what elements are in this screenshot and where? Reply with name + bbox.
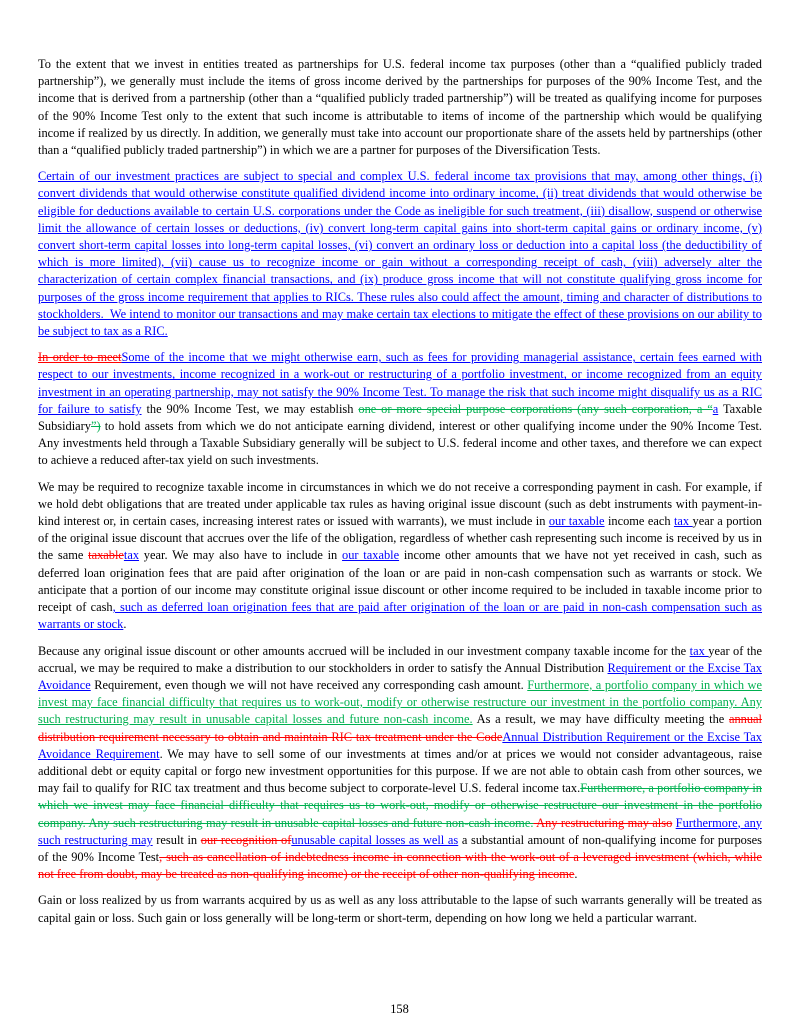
text-run-moved-deletion: Furthermore, a portfolio company in which we invest may face financial difficulty that requires us to work-out, modify or otherwise restructure our investment in the portfolio company. Any such restructuring may result in unusable capital losses and future non-cash income. xyxy=(38,781,762,830)
paragraph-investment-practices xyxy=(38,168,762,340)
text-run-moved-deletion: one or more special purpose corporations (any such corporation, a “ xyxy=(358,401,713,416)
text-run-normal: To the extent that we invest in entities treated as partnerships for U.S. federal income tax purposes (other than a “qualified publicly traded partnership”), we generally must include the items of gross income derived by the partnerships for purposes of the 90% Income Test, and the income that is derived from a partnership (other than a “qualified publicly traded partnership”) will be treated as qualifying income for purposes of the 90% Income Test only to the extent that such income is attributable to items of income of the partnership which would be qualifying income if realized by us directly. In addition, we generally must take into account our proportionate share of the assets held by partnerships (other than a “qualified publicly traded partnership”) in which we are a partner for purposes of the Diversification Tests. xyxy=(38,57,762,158)
text-run-insertion: , such as deferred loan origination fees that are paid after origination of the loan or are paid in non-cash compensation such as warrants or stock xyxy=(38,600,762,632)
paragraph-distribution-requirement xyxy=(38,643,762,884)
text-run-normal: . xyxy=(123,617,127,632)
text-run-moved-insertion: Furthermore, a portfolio company in which we invest may face financial difficulty that requires us to work-out, modify or otherwise restructure our investment in the portfolio company. Any such restructuring may result in unusable capital losses and future non-cash income. xyxy=(38,677,763,727)
text-run-normal: year a portion of the original issue discount that accrues over the life of the obligation, regardless of whether cash representing such income is received by us in the same xyxy=(38,514,762,563)
text-run-insertion: our taxable xyxy=(342,548,400,563)
text-run-deletion: Any restructuring may also xyxy=(533,815,673,830)
text-run-normal: We may be required to recognize taxable income in circumstances in which we do not receive a corresponding payment in cash. For example, if we hold debt obligations that are treated under applicable tax rules as having original issue discount (such as debt instruments with payment-in-kind interest or, in certain cases, increasing interest rates or issued with warrants), we must include in xyxy=(38,479,762,529)
text-run-insertion: a xyxy=(712,401,719,416)
text-run-moved-deletion: ”) xyxy=(91,419,101,434)
text-run-normal: income other amounts that we have not yet received in cash, such as deferred loan origination fees that are paid after origination of the loan or are paid in non-cash compensation such as warrants or stock. We anticipate that a portion of our income may constitute original issue discount or other income required to be included in taxable income prior to receipt of cash xyxy=(38,548,763,615)
text-run-normal: income each xyxy=(604,514,674,529)
text-run-insertion: Certain of our investment practices are subject to special and complex U.S. federal income tax provisions that may, among other things, (i) convert dividends that would otherwise constitute qualified dividend income into ordinary income, (ii) treat dividends that would otherwise be eligible for deductions available to certain U.S. corporations under the Code as ineligible for such treatment, (iii) disallow, suspend or otherwise limit the allowance of certain losses or deductions, (iv) convert long-term capital gains into short-term capital gains or ordinary income, (v) convert short-term capital losses into long-term capital losses, (vi) convert an ordinary loss or deduction into a capital loss (the deductibility of which is more limited), (vii) cause us to recognize income or gain without a corresponding receipt of cash, (viii) adversely alter the characterization of certain complex financial transactions, and (ix) produce gross income that will not constitute qualifying gross income for purposes of the gross income requirement that applies to RICs. These rules also could affect the amount, timing and character of distributions to stockholders. We intend to monitor our transactions and may make certain tax elections to mitigate the effect of these provisions on our ability to be subject to tax as a RIC. xyxy=(38,169,762,339)
text-run-normal: a substantial amount of non-qualifying income for purposes of the 90% Income Test xyxy=(38,832,762,864)
text-run-insertion: tax xyxy=(673,514,693,529)
text-run-insertion: unusable capital losses as well as xyxy=(291,832,459,847)
text-run-normal: the 90% Income Test, we may establish xyxy=(141,401,359,416)
text-run-deletion: taxable xyxy=(88,548,124,563)
text-run-deletion: In order to meet xyxy=(38,350,122,365)
text-run-deletion: annual distribution requirement necessary to obtain and maintain RIC tax treatment under the Code xyxy=(38,712,762,744)
text-run-normal: year of the accrual, we may be required to make a distribution to our stockholders in order to satisfy the Annual Distribution xyxy=(38,643,762,675)
text-run-insertion: Furthermore, any such restructuring may xyxy=(38,815,762,847)
text-run-insertion: Some of the income that we might otherwise earn, such as fees for providing managerial assistance, certain fees earned with respect to our investments, income recognized in a work-out or restructuring of a portfolio investment, or income recognized from an equity investment in an operating partnership, may not satisfy the 90% Income Test. To manage the risk that such income might disqualify us as a RIC for failure to satisfy xyxy=(38,350,762,416)
page-number: 158 xyxy=(390,1001,409,1016)
paragraph-taxable-subsidiary xyxy=(38,349,762,469)
text-run-deletion: our recognition of xyxy=(200,832,292,847)
text-run-insertion: tax xyxy=(689,643,709,658)
document-body xyxy=(38,56,762,927)
text-run-normal: result in xyxy=(152,832,201,847)
page-footer xyxy=(0,1001,799,1018)
text-run-insertion: tax xyxy=(123,548,140,563)
paragraph-oid-income xyxy=(38,479,762,634)
text-run-normal: year. We may also have to include in xyxy=(139,548,343,563)
text-run-normal: Gain or loss realized by us from warrants acquired by us as well as any loss attributable to the lapse of such warrants generally will be treated as capital gain or loss. Such gain or loss generally will be long-term or short-term, depending on how long we held a particular warrant. xyxy=(38,893,762,925)
text-run-normal: Because any original issue discount or other amounts accrued will be included in our investment company taxable income for the xyxy=(38,643,690,658)
text-run-insertion: our taxable xyxy=(548,514,605,529)
text-run-normal: As a result, we may have difficulty meeting the xyxy=(472,712,729,727)
text-run-insertion: Requirement or the Excise Tax Avoidance xyxy=(38,660,762,692)
text-run-normal: Taxable Subsidiary xyxy=(38,401,762,434)
text-run-normal: to hold assets from which we do not anticipate earning dividend, interest or other qualifying income under the 90% Income Test. Any investments held through a Taxable Subsidiary generally will be subject to U.S. federal income and other taxes, and therefore we can expect to achieve a reduced after-tax yield on such investments. xyxy=(38,419,762,468)
text-run-insertion: Annual Distribution Requirement or the Excise Tax Avoidance Requirement xyxy=(38,729,762,761)
text-run-deletion: , such as cancellation of indebtedness income in connection with the work-out of a leveraged investment (which, while not free from doubt, may be treated as non-qualifying income) or the receipt of other non-qualifying income xyxy=(38,849,762,882)
paragraph-warrants xyxy=(38,892,762,926)
paragraph-partnerships xyxy=(38,56,762,159)
text-run-normal: Requirement, even though we will not have received any corresponding cash amount. xyxy=(90,677,528,692)
text-run-normal: . xyxy=(574,867,578,882)
text-run-normal: . We may have to sell some of our investments at times and/or at prices we would not consider advantageous, raise additional debt or equity capital or forgo new investment opportunities for this purpose. If we are not able to obtain cash from other sources, we may fail to qualify for RIC tax treatment and thus become subject to corporate-level U.S. federal income tax. xyxy=(38,746,762,796)
